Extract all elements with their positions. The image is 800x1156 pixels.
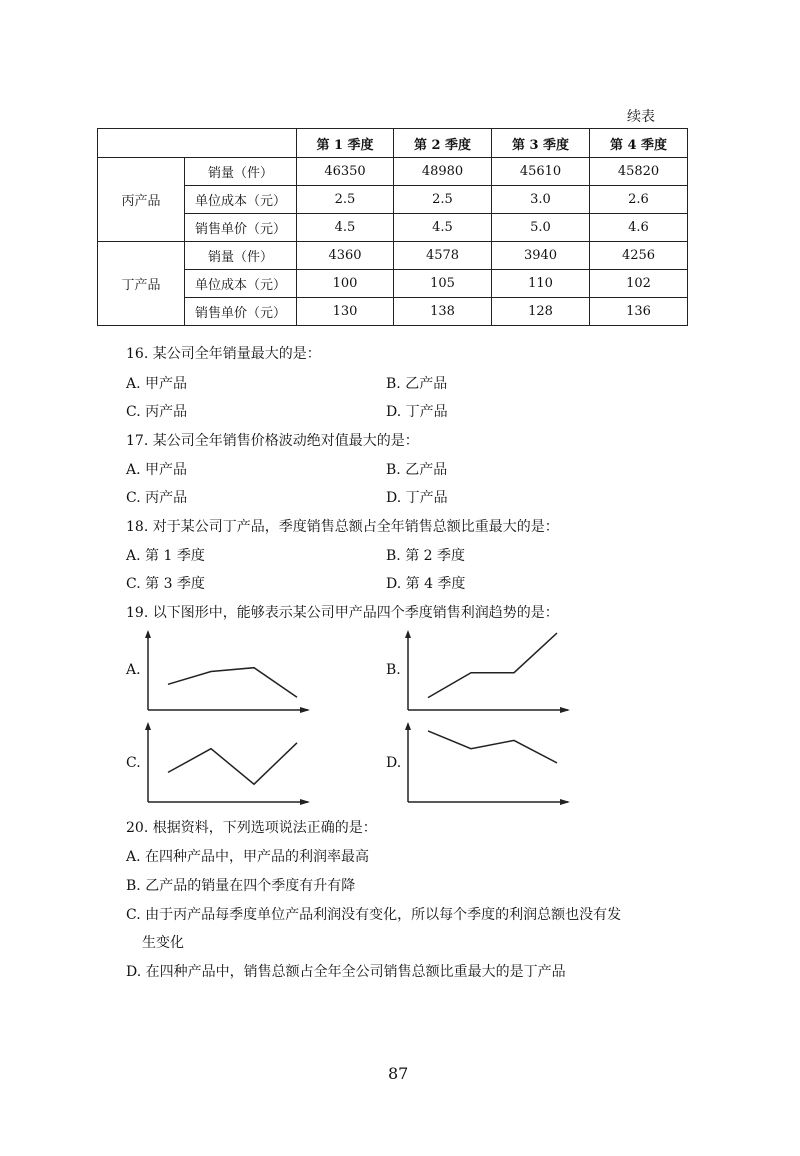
- q20-option-d: D. 在四种产品中，销售总额占全年全公司销售总额比重最大的是丁产品: [126, 964, 566, 980]
- table-cell: 130: [297, 298, 394, 326]
- table-cell: 4.6: [590, 214, 688, 242]
- metric-label: 销售单价（元）: [185, 214, 297, 242]
- table-cell: 2.6: [590, 186, 688, 214]
- page-number: 87: [388, 1064, 409, 1083]
- q17-option-c: C. 丙产品: [126, 490, 188, 506]
- q18-option-d: D. 第 4 季度: [386, 576, 466, 592]
- q16-option-b: B. 乙产品: [386, 376, 448, 392]
- chart-a-label: A.: [126, 662, 141, 678]
- y-axis-arrow: [145, 630, 151, 638]
- q20-option-a: A. 在四种产品中，甲产品的利润率最高: [126, 849, 370, 865]
- table-row: [98, 214, 688, 242]
- table-cell: 2.5: [297, 186, 394, 214]
- q17-option-a: A. 甲产品: [126, 462, 188, 478]
- header-blank: [98, 129, 297, 158]
- question-20: 20. 根据资料，下列选项说法正确的是：: [126, 820, 377, 836]
- q18-option-b: B. 第 2 季度: [386, 548, 465, 564]
- table-cell: 4578: [394, 242, 492, 270]
- product-name: 丙产品: [98, 158, 185, 242]
- table-cell: 136: [590, 298, 688, 326]
- x-axis-arrow: [560, 799, 570, 805]
- series-line: [428, 633, 557, 698]
- table-cell: 105: [394, 270, 492, 298]
- x-axis-arrow: [300, 707, 310, 713]
- chart-c-label: C.: [126, 755, 141, 771]
- question-16: 16. 某公司全年销量最大的是：: [126, 346, 321, 362]
- metric-label: 销售单价（元）: [185, 298, 297, 326]
- header-q2: 第 2 季度: [394, 129, 492, 158]
- table-cell: 128: [492, 298, 590, 326]
- table-cell: 45820: [590, 158, 688, 186]
- table-row: [98, 186, 688, 214]
- series-line: [168, 743, 297, 784]
- table-cell: 46350: [297, 158, 394, 186]
- chart-b-label: B.: [386, 662, 401, 678]
- table-cell: 5.0: [492, 214, 590, 242]
- table-cell: 48980: [394, 158, 492, 186]
- q16-option-d: D. 丁产品: [386, 404, 448, 420]
- table-cell: 3.0: [492, 186, 590, 214]
- table-cell: 4256: [590, 242, 688, 270]
- table-cell: 4.5: [297, 214, 394, 242]
- question-18: 18. 对于某公司丁产品，季度销售总额占全年销售总额比重最大的是：: [126, 519, 559, 535]
- table-row: [98, 298, 688, 326]
- q18-option-c: C. 第 3 季度: [126, 576, 205, 592]
- series-line: [428, 731, 557, 763]
- y-axis-arrow: [145, 722, 151, 730]
- table-cell: 3940: [492, 242, 590, 270]
- table-cell: 45610: [492, 158, 590, 186]
- table-cell: 4.5: [394, 214, 492, 242]
- table-cell: 110: [492, 270, 590, 298]
- metric-label: 销量（件）: [185, 242, 297, 270]
- table-row: [98, 242, 688, 270]
- chart-c: [140, 722, 310, 807]
- header-q4: 第 4 季度: [590, 129, 688, 158]
- q20-option-b: B. 乙产品的销量在四个季度有升有降: [126, 878, 356, 894]
- table-cell: 138: [394, 298, 492, 326]
- header-q3: 第 3 季度: [492, 129, 590, 158]
- chart-b: [400, 630, 570, 715]
- table-row: [98, 270, 688, 298]
- table-header-row: [98, 129, 688, 158]
- q16-option-c: C. 丙产品: [126, 404, 188, 420]
- q17-option-b: B. 乙产品: [386, 462, 448, 478]
- table-cell: 4360: [297, 242, 394, 270]
- q20-option-c-continuation: 生变化: [142, 935, 184, 951]
- chart-d-label: D.: [386, 755, 402, 771]
- sales-table: [97, 128, 688, 326]
- q20-option-c: C. 由于丙产品每季度单位产品利润没有变化，所以每个季度的利润总额也没有发: [126, 907, 622, 923]
- series-line: [168, 668, 297, 698]
- question-19: 19. 以下图形中，能够表示某公司甲产品四个季度销售利润趋势的是：: [126, 605, 559, 621]
- table-cell: 100: [297, 270, 394, 298]
- x-axis-arrow: [300, 799, 310, 805]
- table-cell: 102: [590, 270, 688, 298]
- metric-label: 单位成本（元）: [185, 186, 297, 214]
- table-row: [98, 158, 688, 186]
- metric-label: 销量（件）: [185, 158, 297, 186]
- q18-option-a: A. 第 1 季度: [126, 548, 205, 564]
- continued-label: 续表: [627, 109, 655, 125]
- y-axis-arrow: [405, 722, 411, 730]
- table-cell: 2.5: [394, 186, 492, 214]
- q16-option-a: A. 甲产品: [126, 376, 188, 392]
- q17-option-d: D. 丁产品: [386, 490, 448, 506]
- metric-label: 单位成本（元）: [185, 270, 297, 298]
- y-axis-arrow: [405, 630, 411, 638]
- question-17: 17. 某公司全年销售价格波动绝对值最大的是：: [126, 433, 419, 449]
- header-q1: 第 1 季度: [297, 129, 394, 158]
- chart-a: [140, 630, 310, 715]
- product-name: 丁产品: [98, 242, 185, 326]
- x-axis-arrow: [560, 707, 570, 713]
- chart-d: [400, 722, 570, 807]
